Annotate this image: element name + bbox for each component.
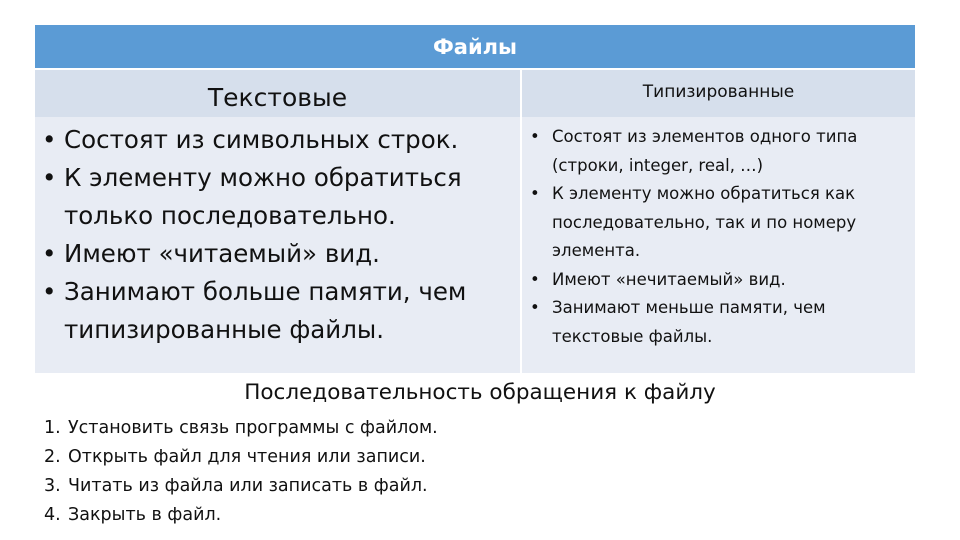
step-text: Читать из файла или записать в файл. xyxy=(68,476,428,496)
text-files-cell xyxy=(35,117,522,373)
list-item-text: К элементу можно обратиться только последовательно. xyxy=(64,163,462,230)
list-item xyxy=(44,414,438,443)
steps-list xyxy=(44,414,438,530)
text-files-heading: Текстовые xyxy=(35,70,522,117)
list-item-text: Имеют «читаемый» вид. xyxy=(64,239,380,268)
list-item-text: Состоят из символьных строк. xyxy=(64,125,459,154)
list-item xyxy=(530,294,915,351)
step-text: Установить связь программы с файлом. xyxy=(68,418,438,438)
bullet: • xyxy=(42,163,57,192)
table-header: Файлы xyxy=(35,25,915,70)
files-table xyxy=(35,25,915,373)
list-item xyxy=(530,123,915,180)
text-files-list xyxy=(35,117,520,349)
bullet: • xyxy=(42,277,57,306)
list-item xyxy=(42,159,520,235)
list-item-text: Занимают меньше памяти, чем текстовые файлы. xyxy=(552,298,826,346)
step-number: 1. xyxy=(44,418,61,438)
bullet: • xyxy=(530,184,540,203)
list-item-text: Имеют «нечитаемый» вид. xyxy=(552,269,786,289)
step-text: Открыть файл для чтения или записи. xyxy=(68,447,426,467)
list-item xyxy=(530,180,915,266)
list-item-text: Занимают больше памяти, чем типизированные файлы. xyxy=(64,277,467,344)
list-item xyxy=(44,501,438,530)
bullet: • xyxy=(42,239,57,268)
typed-files-cell xyxy=(522,117,915,373)
bullet: • xyxy=(42,125,57,154)
list-item-text: Состоят из элементов одного типа (строки, integer, real, …) xyxy=(552,127,858,175)
typed-files-list xyxy=(522,117,915,351)
bullet: • xyxy=(530,127,540,146)
list-item xyxy=(530,266,915,295)
step-number: 2. xyxy=(44,447,61,467)
list-item xyxy=(44,443,438,472)
list-item xyxy=(42,273,520,349)
list-item xyxy=(44,472,438,501)
step-text: Закрыть в файл. xyxy=(68,505,222,525)
list-item xyxy=(42,235,520,273)
step-number: 3. xyxy=(44,476,61,496)
bullet: • xyxy=(530,298,540,317)
sequence-title: Последовательность обращения к файлу xyxy=(244,380,716,405)
list-item xyxy=(42,121,520,159)
step-number: 4. xyxy=(44,505,61,525)
bullet: • xyxy=(530,269,540,289)
typed-files-heading: Типизированные xyxy=(522,70,915,117)
list-item-text: К элементу можно обратиться как последовательно, так и по номеру элемента. xyxy=(552,184,857,260)
